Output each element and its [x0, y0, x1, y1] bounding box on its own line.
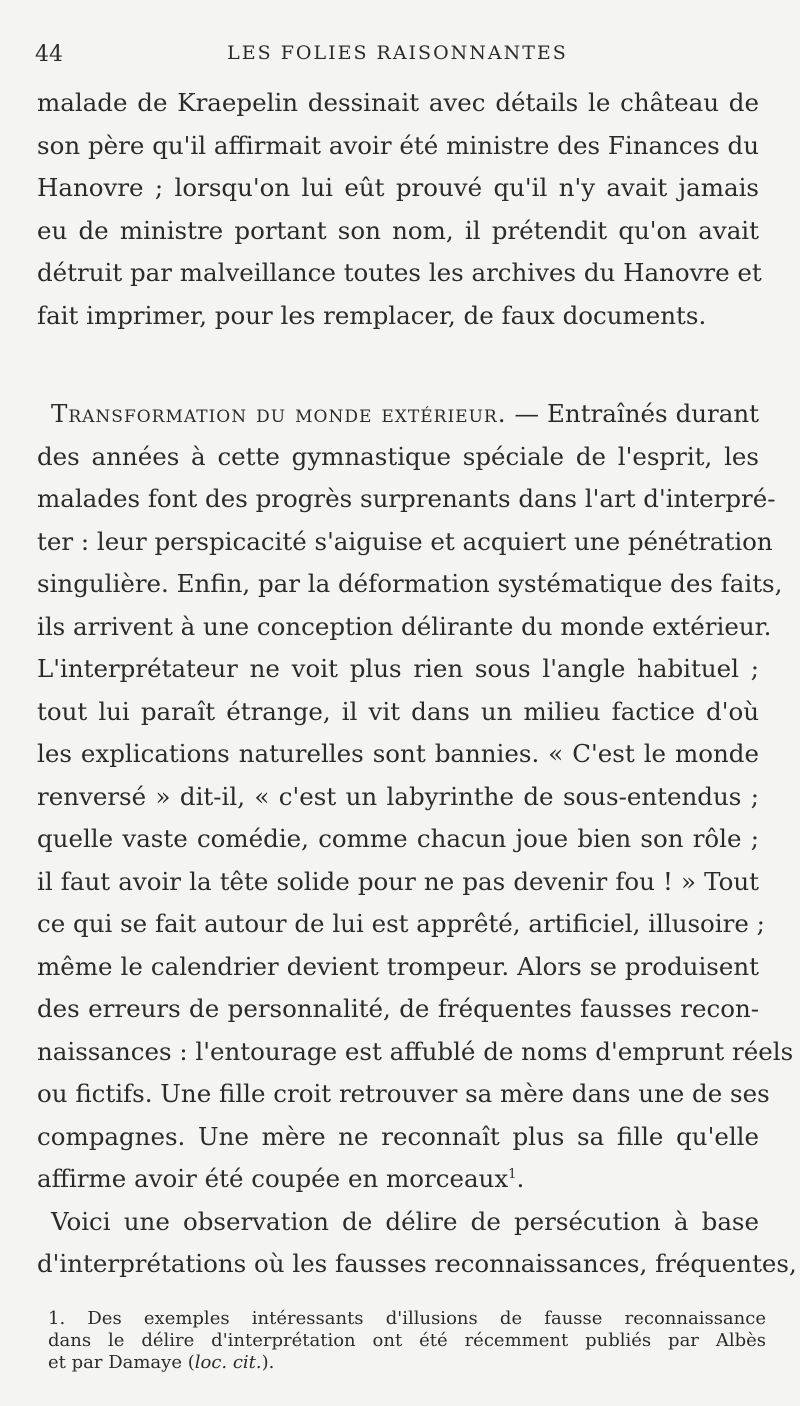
section-heading-rest: — Entraînés durant: [506, 399, 759, 428]
text-line: quelle vaste comédie, comme chacun joue bien son rôle ;: [37, 824, 759, 853]
text-line: ou fictifs. Une fille croit retrouver sa mère dans une de ses: [37, 1079, 770, 1108]
text-line: [37, 1158, 759, 1201]
text-line: singulière. Enfin, par la déformation systématique des faits,: [37, 569, 783, 598]
text-line: malades font des progrès surprenants dans l'art d'interpré-: [37, 484, 776, 513]
footnote-line: [48, 1352, 766, 1374]
text-line: des années à cette gymnastique spéciale de l'esprit, les: [37, 441, 759, 471]
text-line: ce qui se fait autour de lui est apprêté, artificiel, illusoire ;: [37, 909, 765, 938]
section-heading-line: [37, 393, 759, 436]
footnote-line: dans le délire d'interprétation ont été récemment publiés par Albès: [48, 1330, 766, 1351]
text-line: ils arrivent à une conception délirante du monde extérieur.: [37, 611, 772, 641]
text-line: malade de Kraepelin dessinait avec détails le château de: [37, 88, 759, 117]
text-line: détruit par malveillance toutes les archives du Hanovre et: [37, 258, 762, 287]
text-line: compagnes. Une mère ne reconnaît plus sa fille qu'elle: [37, 1121, 759, 1151]
text-line: des erreurs de personnalité, de fréquentes fausses recon-: [37, 994, 759, 1023]
body-text: [37, 82, 797, 1286]
text-line: les explications naturelles sont bannies. « C'est le monde: [37, 739, 759, 768]
text-line: naissances : l'entourage est affublé de noms d'emprunt réels: [37, 1036, 794, 1066]
section-heading: Transformation du monde extérieur.: [51, 399, 507, 428]
paragraph-gap: [37, 337, 759, 393]
text-line: même le calendrier devient trompeur. Alors se produisent: [37, 951, 759, 981]
text-line: ter : leur perspicacité s'aiguise et acquiert une pénétration: [37, 526, 773, 556]
text-line: fait imprimer, pour les remplacer, de faux documents.: [37, 300, 707, 330]
footnote-suffix: ).: [261, 1352, 275, 1373]
text-line: renversé » dit-il, « c'est un labyrinthe de sous-entendus ;: [37, 781, 759, 811]
text-line: il faut avoir la tête solide pour ne pas devenir fou ! » Tout: [37, 866, 759, 896]
footnote-prefix: et par Damaye (: [48, 1352, 195, 1373]
footnote-line: 1. Des exemples intéressants d'illusions de fausse reconnaissance: [48, 1308, 766, 1329]
text-line: son père qu'il affirmait avoir été ministre des Finances du: [37, 130, 759, 160]
running-title: LES FOLIES RAISONNANTES: [227, 42, 568, 64]
last-line-end: .: [516, 1164, 525, 1193]
text-line: d'interprétations où les fausses reconnaissances, fréquentes,: [37, 1249, 797, 1278]
footnote-reference[interactable]: 1: [508, 1166, 517, 1182]
footnote: [48, 1308, 766, 1374]
page-number: 44: [35, 42, 63, 67]
text-line: Voici une observation de délire de persécution à base: [51, 1206, 759, 1236]
running-head: [35, 30, 760, 70]
text-line: tout lui paraît étrange, il vit dans un milieu factice d'où: [37, 696, 759, 726]
text-line: L'interprétateur ne voit plus rien sous l'angle habituel ;: [37, 654, 759, 683]
last-line-text: affirme avoir été coupée en morceaux: [37, 1164, 509, 1193]
text-line: eu de ministre portant son nom, il prétendit qu'on avait: [37, 215, 759, 245]
footnote-citation: loc. cit.: [194, 1352, 262, 1373]
text-line: Hanovre ; lorsqu'on lui eût prouvé qu'il n'y avait jamais: [37, 173, 759, 202]
